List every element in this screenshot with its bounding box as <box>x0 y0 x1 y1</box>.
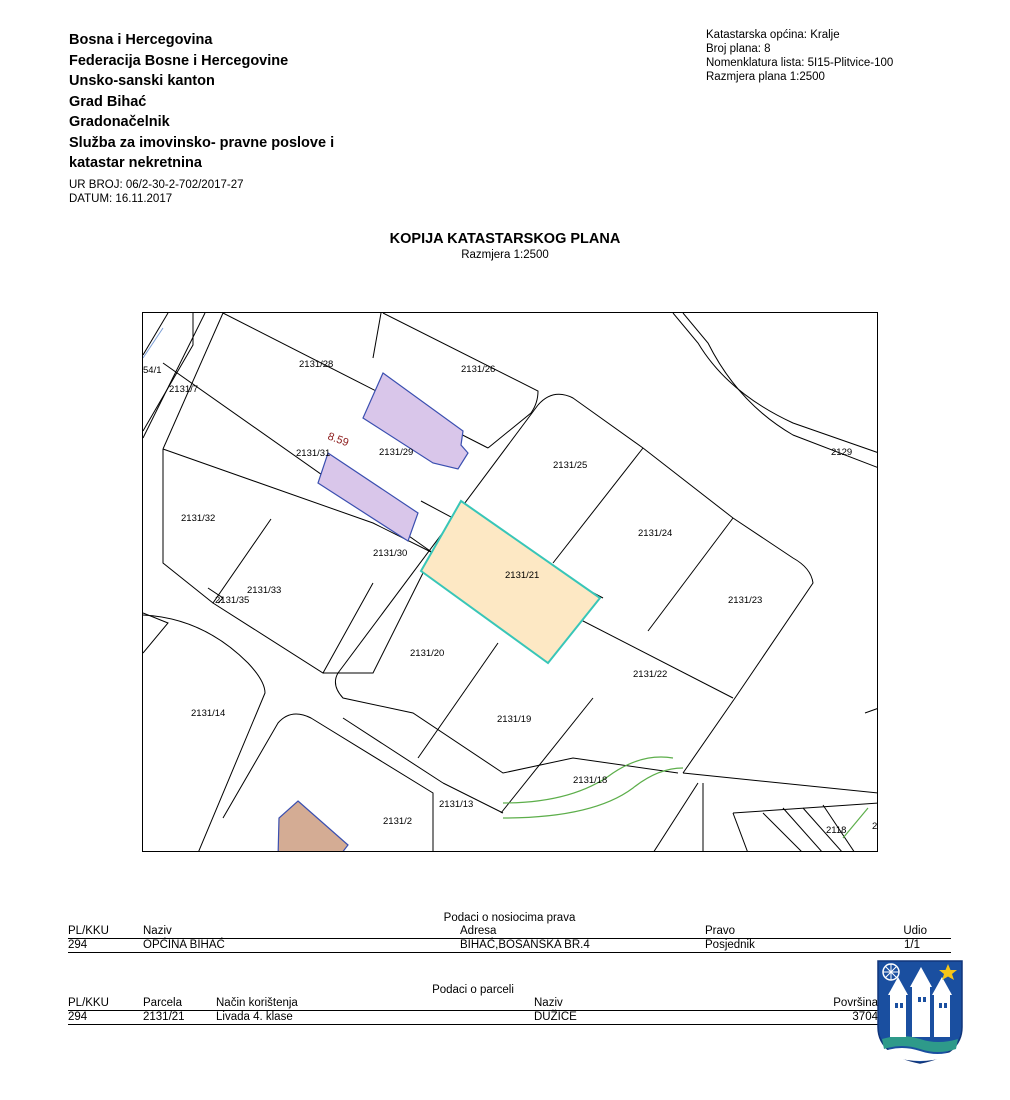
issuer-line-2: Federacija Bosne i Hercegovine <box>69 52 289 69</box>
parcels-header-row <box>68 997 878 1011</box>
parcel-label: 2131/30 <box>373 548 408 559</box>
parcel-label: 2131/29 <box>379 447 414 458</box>
broj-plana: Broj plana: 8 <box>706 43 771 55</box>
parcel-label: 2129 <box>831 447 853 458</box>
issuer-line-5: Gradonačelnik <box>69 114 170 130</box>
parcel-label: 2131/13 <box>439 799 474 810</box>
nomenklatura-lista: Nomenklatura lista: 5I15-Plitvice-100 <box>706 57 894 69</box>
parcel-label: 2131/21 <box>505 570 540 581</box>
owners-header-row <box>68 925 951 939</box>
table-row <box>68 939 951 953</box>
cadastral-map <box>142 312 878 852</box>
header-nacin: Način korištenja <box>216 997 298 1009</box>
owners-caption: Podaci o nosiocima prava <box>443 912 576 924</box>
building-2131-30 <box>318 453 418 541</box>
issuer-line-4: Grad Bihać <box>69 93 147 110</box>
parcel-label: 54/1 <box>143 365 162 376</box>
parcel-label: 2131/28 <box>299 359 334 370</box>
header-adresa: Adresa <box>460 925 497 937</box>
ur-broj: UR BROJ: 06/2-30-2-702/2017-27 <box>69 178 244 191</box>
parcel-label: 2131/25 <box>553 460 588 471</box>
highlighted-parcel <box>421 501 600 663</box>
parcel-label: 2131/24 <box>638 528 673 539</box>
cell-naziv: OPĆINA BIHAĆ <box>143 939 225 951</box>
katastarska-opcina: Katastarska općina: Kralje <box>706 29 840 41</box>
building-2131-2 <box>278 801 348 852</box>
cell-plkku: 294 <box>68 1011 88 1023</box>
issuer-line-1: Bosna i Hercegovina <box>69 32 213 48</box>
dimension-label: 8.59 <box>325 430 351 450</box>
header-pravo: Pravo <box>705 925 736 937</box>
parcel-label: 2131/26 <box>461 364 496 375</box>
razmjera-plana: Razmjera plana 1:2500 <box>706 71 825 83</box>
header-naziv: Naziv <box>534 997 563 1009</box>
cell-pravo: Posjednik <box>705 939 755 951</box>
cell-plkku: 294 <box>68 939 88 951</box>
header-udio: Udio <box>903 925 927 937</box>
table-row <box>68 1011 878 1025</box>
parcel-label: 2131/32 <box>181 513 216 524</box>
document-subtitle: Razmjera 1:2500 <box>461 249 549 261</box>
cell-naziv: DUŽICE <box>534 1011 577 1023</box>
parcel-label: 2131/20 <box>410 648 445 659</box>
parcels-caption: Podaci o parceli <box>432 984 514 996</box>
document-title: KOPIJA KATASTARSKOG PLANA <box>389 231 621 247</box>
owners-table <box>68 911 951 953</box>
cell-povrsina: 3704 <box>852 1011 878 1023</box>
parcel-label: 2118 <box>826 825 847 836</box>
parcel-label: 2 <box>872 821 878 832</box>
cell-udio: 1/1 <box>904 939 920 951</box>
plan-info-block <box>706 28 893 84</box>
parcel-label: 2131/2 <box>383 816 413 827</box>
cell-parcela: 2131/21 <box>143 1011 185 1023</box>
parcel-label: 2131/22 <box>633 669 668 680</box>
parcel-label: 2131/31 <box>296 448 331 459</box>
datum: DATUM: 16.11.2017 <box>69 192 173 205</box>
cell-nacin: Livada 4. klase <box>216 1011 293 1023</box>
issuer-block <box>69 30 334 206</box>
parcel-label: 2131/19 <box>497 714 532 725</box>
bihac-coat-of-arms-icon <box>876 957 964 1065</box>
header-plkku: PL/KKU <box>68 925 109 937</box>
header-naziv: Naziv <box>143 925 172 937</box>
parcel-label: 2131/23 <box>728 595 763 606</box>
parcels-table <box>68 983 878 1025</box>
parcel-label: 2131/18 <box>573 775 608 786</box>
header-plkku: PL/KKU <box>68 997 109 1009</box>
cadastral-map-drawing <box>143 313 878 852</box>
header-povrsina: Površina <box>833 997 878 1009</box>
parcel-label: 2131/33 <box>247 585 282 596</box>
parcel-label: 2131/7 <box>169 384 199 395</box>
parcel-label: 2131/14 <box>191 708 226 719</box>
header-parcela: Parcela <box>143 997 182 1009</box>
cell-adresa: BIHAĆ,BOSANSKA BR.4 <box>460 939 590 951</box>
issuer-line-3: Unsko-sanski kanton <box>69 73 215 89</box>
issuer-line-7: katastar nekretnina <box>69 155 202 171</box>
parcel-label: 2131/35 <box>215 595 250 606</box>
issuer-line-6: Služba za imovinsko- pravne poslove i <box>69 134 335 151</box>
